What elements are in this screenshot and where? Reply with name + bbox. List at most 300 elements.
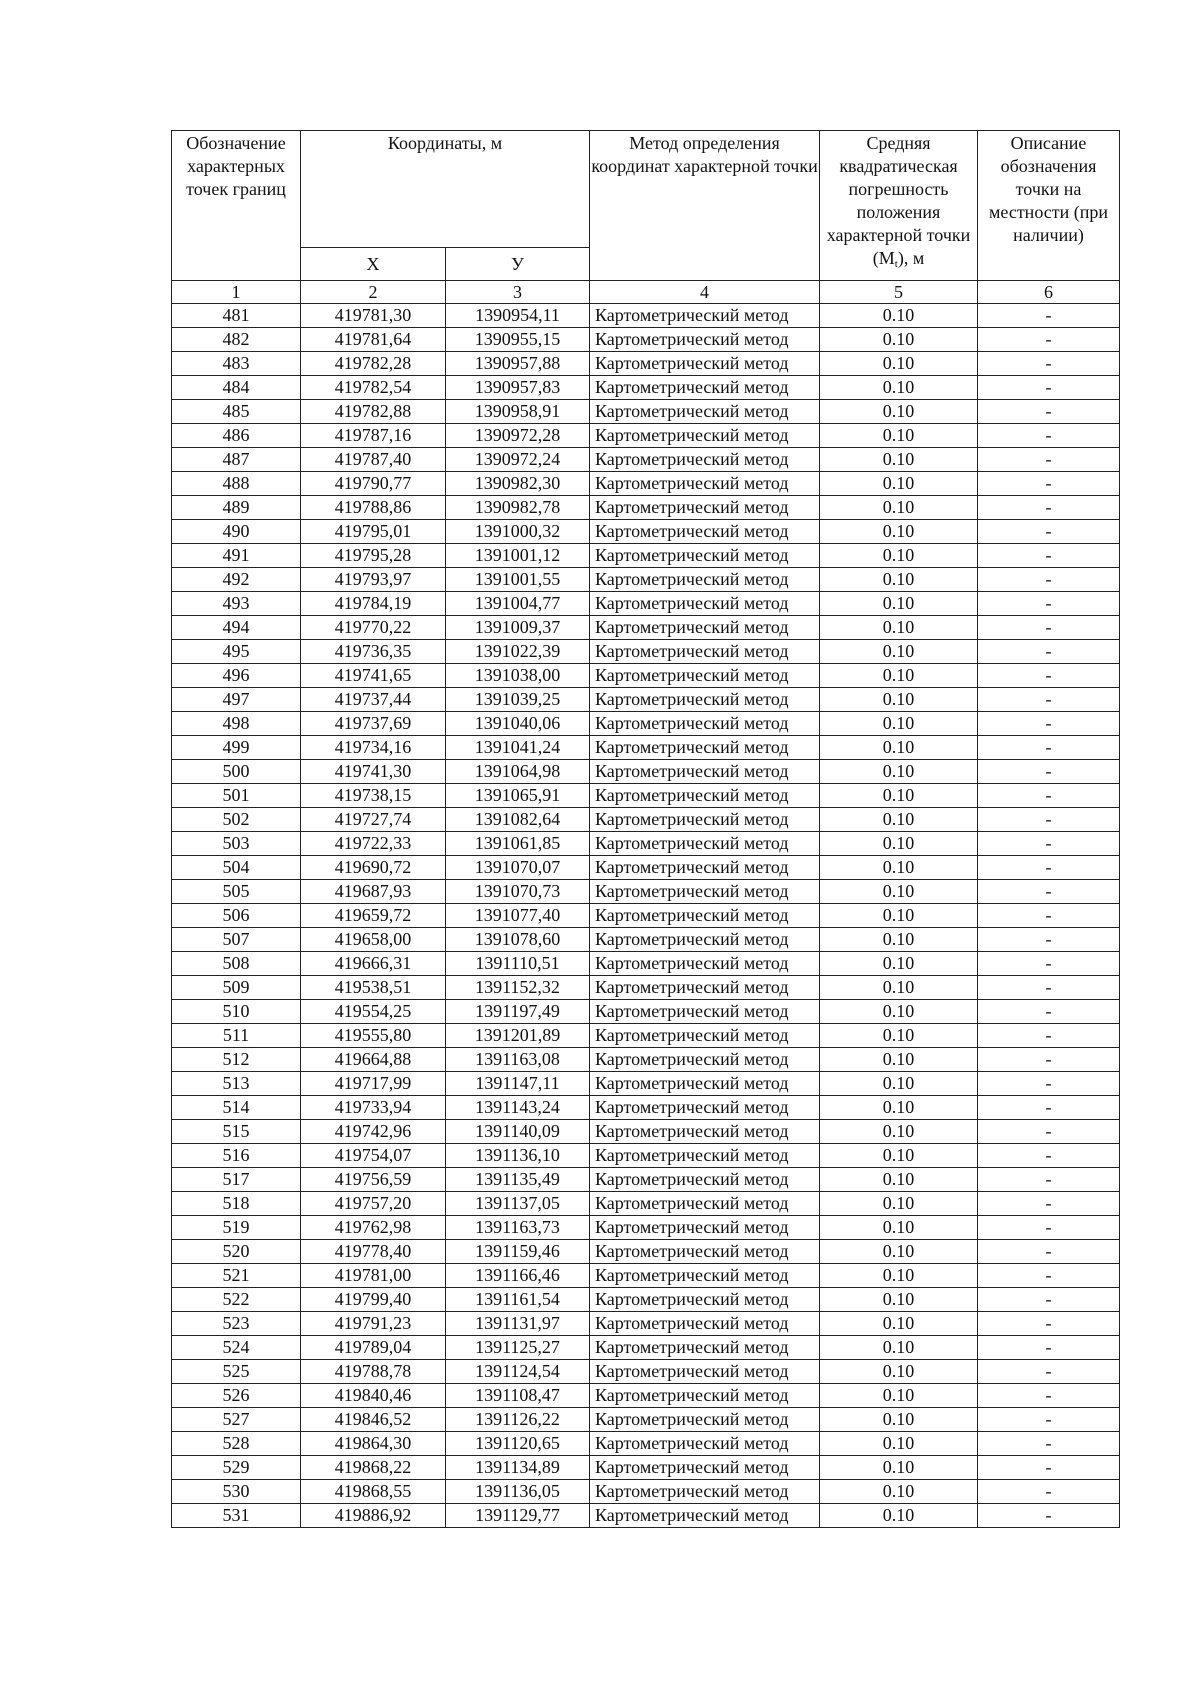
point-id-cell: 523 (172, 1312, 301, 1336)
table-row (172, 328, 1120, 352)
point-id-cell: 502 (172, 808, 301, 832)
error-cell: 0.10 (820, 1216, 978, 1240)
description-cell: - (978, 1408, 1120, 1432)
table-row (172, 352, 1120, 376)
method-cell: Картометрический метод (590, 1072, 820, 1096)
x-coordinate-cell: 419795,01 (301, 520, 446, 544)
point-id-cell: 527 (172, 1408, 301, 1432)
error-cell: 0.10 (820, 880, 978, 904)
table-row (172, 880, 1120, 904)
point-id-cell: 506 (172, 904, 301, 928)
y-coordinate-cell: 1391070,07 (446, 856, 590, 880)
description-cell: - (978, 640, 1120, 664)
method-cell: Картометрический метод (590, 760, 820, 784)
description-cell: - (978, 544, 1120, 568)
x-coordinate-cell: 419690,72 (301, 856, 446, 880)
x-coordinate-cell: 419778,40 (301, 1240, 446, 1264)
table-row (172, 712, 1120, 736)
y-coordinate-cell: 1391143,24 (446, 1096, 590, 1120)
description-cell: - (978, 808, 1120, 832)
y-coordinate-cell: 1391159,46 (446, 1240, 590, 1264)
method-cell: Картометрический метод (590, 952, 820, 976)
description-cell: - (978, 1264, 1120, 1288)
error-cell: 0.10 (820, 952, 978, 976)
error-cell: 0.10 (820, 808, 978, 832)
description-cell: - (978, 1456, 1120, 1480)
point-id-cell: 488 (172, 472, 301, 496)
point-id-cell: 514 (172, 1096, 301, 1120)
error-cell: 0.10 (820, 544, 978, 568)
method-cell: Картометрический метод (590, 1168, 820, 1192)
error-cell: 0.10 (820, 568, 978, 592)
table-row (172, 736, 1120, 760)
error-cell: 0.10 (820, 592, 978, 616)
x-coordinate-cell: 419840,46 (301, 1384, 446, 1408)
error-cell: 0.10 (820, 1192, 978, 1216)
method-cell: Картометрический метод (590, 520, 820, 544)
y-coordinate-cell: 1391065,91 (446, 784, 590, 808)
x-coordinate-cell: 419781,00 (301, 1264, 446, 1288)
error-cell: 0.10 (820, 1504, 978, 1528)
y-coordinate-cell: 1391126,22 (446, 1408, 590, 1432)
column-number: 3 (446, 281, 590, 304)
method-cell: Картометрический метод (590, 784, 820, 808)
error-cell: 0.10 (820, 1408, 978, 1432)
error-cell: 0.10 (820, 1000, 978, 1024)
error-cell: 0.10 (820, 1360, 978, 1384)
x-coordinate-cell: 419762,98 (301, 1216, 446, 1240)
x-coordinate-cell: 419784,19 (301, 592, 446, 616)
error-cell: 0.10 (820, 1480, 978, 1504)
table-row (172, 952, 1120, 976)
table-row (172, 1000, 1120, 1024)
description-cell: - (978, 616, 1120, 640)
x-coordinate-cell: 419795,28 (301, 544, 446, 568)
description-cell: - (978, 712, 1120, 736)
description-cell: - (978, 736, 1120, 760)
y-coordinate-cell: 1391124,54 (446, 1360, 590, 1384)
y-coordinate-cell: 1391082,64 (446, 808, 590, 832)
y-coordinate-cell: 1391129,77 (446, 1504, 590, 1528)
y-coordinate-cell: 1390982,30 (446, 472, 590, 496)
y-coordinate-cell: 1391136,05 (446, 1480, 590, 1504)
y-coordinate-cell: 1391201,89 (446, 1024, 590, 1048)
description-cell: - (978, 448, 1120, 472)
y-coordinate-cell: 1390982,78 (446, 496, 590, 520)
table-row (172, 1168, 1120, 1192)
error-cell: 0.10 (820, 496, 978, 520)
y-coordinate-cell: 1390972,28 (446, 424, 590, 448)
description-cell: - (978, 1048, 1120, 1072)
table-row (172, 856, 1120, 880)
point-id-cell: 481 (172, 304, 301, 328)
error-cell: 0.10 (820, 664, 978, 688)
error-cell: 0.10 (820, 976, 978, 1000)
y-coordinate-cell: 1391108,47 (446, 1384, 590, 1408)
y-coordinate-cell: 1391131,97 (446, 1312, 590, 1336)
error-cell: 0.10 (820, 640, 978, 664)
error-cell: 0.10 (820, 424, 978, 448)
description-cell: - (978, 856, 1120, 880)
description-cell: - (978, 1072, 1120, 1096)
x-coordinate-cell: 419789,04 (301, 1336, 446, 1360)
point-id-cell: 515 (172, 1120, 301, 1144)
table-row (172, 1360, 1120, 1384)
error-cell: 0.10 (820, 472, 978, 496)
description-cell: - (978, 1480, 1120, 1504)
point-id-cell: 497 (172, 688, 301, 712)
point-id-cell: 500 (172, 760, 301, 784)
table-row (172, 376, 1120, 400)
table-row (172, 1408, 1120, 1432)
table-row (172, 520, 1120, 544)
y-coordinate-cell: 1390957,88 (446, 352, 590, 376)
point-id-cell: 489 (172, 496, 301, 520)
method-cell: Картометрический метод (590, 1456, 820, 1480)
table-row (172, 1048, 1120, 1072)
point-id-cell: 494 (172, 616, 301, 640)
table-row (172, 1432, 1120, 1456)
header-y: У (446, 248, 590, 281)
method-cell: Картометрический метод (590, 664, 820, 688)
method-cell: Картометрический метод (590, 712, 820, 736)
x-coordinate-cell: 419757,20 (301, 1192, 446, 1216)
header-mean-square-error (820, 131, 978, 281)
table-row (172, 1504, 1120, 1528)
method-cell: Картометрический метод (590, 640, 820, 664)
description-cell: - (978, 376, 1120, 400)
y-coordinate-cell: 1391038,00 (446, 664, 590, 688)
error-cell: 0.10 (820, 1072, 978, 1096)
error-cell: 0.10 (820, 520, 978, 544)
x-coordinate-cell: 419790,77 (301, 472, 446, 496)
method-cell: Картометрический метод (590, 616, 820, 640)
x-coordinate-cell: 419788,86 (301, 496, 446, 520)
x-coordinate-cell: 419742,96 (301, 1120, 446, 1144)
y-coordinate-cell: 1390954,11 (446, 304, 590, 328)
x-coordinate-cell: 419538,51 (301, 976, 446, 1000)
point-id-cell: 522 (172, 1288, 301, 1312)
y-coordinate-cell: 1390958,91 (446, 400, 590, 424)
table-row (172, 1240, 1120, 1264)
x-coordinate-cell: 419864,30 (301, 1432, 446, 1456)
error-cell: 0.10 (820, 304, 978, 328)
point-id-cell: 517 (172, 1168, 301, 1192)
error-cell: 0.10 (820, 328, 978, 352)
y-coordinate-cell: 1391077,40 (446, 904, 590, 928)
point-id-cell: 493 (172, 592, 301, 616)
method-cell: Картометрический метод (590, 1480, 820, 1504)
y-coordinate-cell: 1391140,09 (446, 1120, 590, 1144)
x-coordinate-cell: 419664,88 (301, 1048, 446, 1072)
point-id-cell: 513 (172, 1072, 301, 1096)
y-coordinate-cell: 1391004,77 (446, 592, 590, 616)
x-coordinate-cell: 419659,72 (301, 904, 446, 928)
method-cell: Картометрический метод (590, 1288, 820, 1312)
description-cell: - (978, 880, 1120, 904)
y-coordinate-cell: 1391197,49 (446, 1000, 590, 1024)
method-cell: Картометрический метод (590, 496, 820, 520)
error-cell: 0.10 (820, 448, 978, 472)
error-cell: 0.10 (820, 1384, 978, 1408)
y-coordinate-cell: 1391161,54 (446, 1288, 590, 1312)
y-coordinate-cell: 1391163,73 (446, 1216, 590, 1240)
y-coordinate-cell: 1391022,39 (446, 640, 590, 664)
description-cell: - (978, 976, 1120, 1000)
x-coordinate-cell: 419868,55 (301, 1480, 446, 1504)
point-id-cell: 505 (172, 880, 301, 904)
description-cell: - (978, 1168, 1120, 1192)
column-number: 6 (978, 281, 1120, 304)
table-body (172, 304, 1120, 1528)
header-description: Описание обозначения точки на местности (при наличии) (978, 131, 1120, 281)
description-cell: - (978, 1312, 1120, 1336)
description-cell: - (978, 1504, 1120, 1528)
table-row (172, 640, 1120, 664)
point-id-cell: 528 (172, 1432, 301, 1456)
description-cell: - (978, 1216, 1120, 1240)
header-coordinates: Координаты, м (301, 131, 590, 248)
method-cell: Картометрический метод (590, 472, 820, 496)
method-cell: Картометрический метод (590, 568, 820, 592)
x-coordinate-cell: 419782,28 (301, 352, 446, 376)
y-coordinate-cell: 1391064,98 (446, 760, 590, 784)
table-row (172, 1144, 1120, 1168)
x-coordinate-cell: 419733,94 (301, 1096, 446, 1120)
method-cell: Картометрический метод (590, 1096, 820, 1120)
x-coordinate-cell: 419787,16 (301, 424, 446, 448)
error-cell: 0.10 (820, 784, 978, 808)
method-cell: Картометрический метод (590, 976, 820, 1000)
description-cell: - (978, 352, 1120, 376)
y-coordinate-cell: 1391001,12 (446, 544, 590, 568)
point-id-cell: 524 (172, 1336, 301, 1360)
method-cell: Картометрический метод (590, 424, 820, 448)
y-coordinate-cell: 1390972,24 (446, 448, 590, 472)
point-id-cell: 482 (172, 328, 301, 352)
method-cell: Картометрический метод (590, 736, 820, 760)
method-cell: Картометрический метод (590, 904, 820, 928)
method-cell: Картометрический метод (590, 1336, 820, 1360)
table-row (172, 448, 1120, 472)
point-id-cell: 496 (172, 664, 301, 688)
point-id-cell: 512 (172, 1048, 301, 1072)
description-cell: - (978, 1000, 1120, 1024)
y-coordinate-cell: 1391009,37 (446, 616, 590, 640)
description-cell: - (978, 1240, 1120, 1264)
method-cell: Картометрический метод (590, 1432, 820, 1456)
description-cell: - (978, 1336, 1120, 1360)
method-cell: Картометрический метод (590, 1504, 820, 1528)
x-coordinate-cell: 419738,15 (301, 784, 446, 808)
x-coordinate-cell: 419687,93 (301, 880, 446, 904)
point-id-cell: 485 (172, 400, 301, 424)
y-coordinate-cell: 1391135,49 (446, 1168, 590, 1192)
description-cell: - (978, 904, 1120, 928)
description-cell: - (978, 1288, 1120, 1312)
y-coordinate-cell: 1391070,73 (446, 880, 590, 904)
y-coordinate-cell: 1391137,05 (446, 1192, 590, 1216)
point-id-cell: 519 (172, 1216, 301, 1240)
method-cell: Картометрический метод (590, 880, 820, 904)
description-cell: - (978, 952, 1120, 976)
method-cell: Картометрический метод (590, 688, 820, 712)
description-cell: - (978, 832, 1120, 856)
y-coordinate-cell: 1391136,10 (446, 1144, 590, 1168)
table-row (172, 688, 1120, 712)
table-row (172, 496, 1120, 520)
y-coordinate-cell: 1391125,27 (446, 1336, 590, 1360)
description-cell: - (978, 520, 1120, 544)
x-coordinate-cell: 419555,80 (301, 1024, 446, 1048)
table-row (172, 424, 1120, 448)
error-cell: 0.10 (820, 1432, 978, 1456)
method-cell: Картометрический метод (590, 448, 820, 472)
point-id-cell: 508 (172, 952, 301, 976)
method-cell: Картометрический метод (590, 376, 820, 400)
method-cell: Картометрический метод (590, 400, 820, 424)
description-cell: - (978, 496, 1120, 520)
method-cell: Картометрический метод (590, 1216, 820, 1240)
method-cell: Картометрический метод (590, 1408, 820, 1432)
table-row (172, 472, 1120, 496)
description-cell: - (978, 1144, 1120, 1168)
error-cell: 0.10 (820, 832, 978, 856)
error-cell: 0.10 (820, 400, 978, 424)
column-number-row (172, 281, 1120, 304)
error-cell: 0.10 (820, 376, 978, 400)
x-coordinate-cell: 419754,07 (301, 1144, 446, 1168)
x-coordinate-cell: 419756,59 (301, 1168, 446, 1192)
method-cell: Картометрический метод (590, 1144, 820, 1168)
error-cell: 0.10 (820, 928, 978, 952)
header-error-subscript: t (894, 258, 898, 270)
error-cell: 0.10 (820, 1288, 978, 1312)
header-error-text: Средняя квадратическая погрешность положения характерной точки (M (826, 133, 971, 268)
x-coordinate-cell: 419781,64 (301, 328, 446, 352)
table-row (172, 808, 1120, 832)
method-cell: Картометрический метод (590, 1384, 820, 1408)
point-id-cell: 492 (172, 568, 301, 592)
method-cell: Картометрический метод (590, 808, 820, 832)
y-coordinate-cell: 1391134,89 (446, 1456, 590, 1480)
point-id-cell: 499 (172, 736, 301, 760)
method-cell: Картометрический метод (590, 1264, 820, 1288)
error-cell: 0.10 (820, 1456, 978, 1480)
point-id-cell: 525 (172, 1360, 301, 1384)
y-coordinate-cell: 1391039,25 (446, 688, 590, 712)
point-id-cell: 518 (172, 1192, 301, 1216)
table-row (172, 1336, 1120, 1360)
table-row (172, 616, 1120, 640)
point-id-cell: 501 (172, 784, 301, 808)
method-cell: Картометрический метод (590, 352, 820, 376)
point-id-cell: 483 (172, 352, 301, 376)
error-cell: 0.10 (820, 712, 978, 736)
table-row (172, 1072, 1120, 1096)
description-cell: - (978, 1192, 1120, 1216)
method-cell: Картометрический метод (590, 1360, 820, 1384)
table-row (172, 1312, 1120, 1336)
error-cell: 0.10 (820, 1336, 978, 1360)
error-cell: 0.10 (820, 1120, 978, 1144)
point-id-cell: 510 (172, 1000, 301, 1024)
x-coordinate-cell: 419770,22 (301, 616, 446, 640)
error-cell: 0.10 (820, 616, 978, 640)
x-coordinate-cell: 419722,33 (301, 832, 446, 856)
point-id-cell: 484 (172, 376, 301, 400)
method-cell: Картометрический метод (590, 928, 820, 952)
x-coordinate-cell: 419787,40 (301, 448, 446, 472)
y-coordinate-cell: 1391163,08 (446, 1048, 590, 1072)
table-row (172, 304, 1120, 328)
point-id-cell: 486 (172, 424, 301, 448)
x-coordinate-cell: 419793,97 (301, 568, 446, 592)
x-coordinate-cell: 419782,88 (301, 400, 446, 424)
point-id-cell: 490 (172, 520, 301, 544)
point-id-cell: 516 (172, 1144, 301, 1168)
error-cell: 0.10 (820, 1168, 978, 1192)
x-coordinate-cell: 419737,69 (301, 712, 446, 736)
table-row (172, 1192, 1120, 1216)
description-cell: - (978, 592, 1120, 616)
table-row (172, 544, 1120, 568)
point-id-cell: 529 (172, 1456, 301, 1480)
y-coordinate-cell: 1391041,24 (446, 736, 590, 760)
header-x: X (301, 248, 446, 281)
header-error-unit: ), м (897, 248, 925, 268)
y-coordinate-cell: 1391078,60 (446, 928, 590, 952)
method-cell: Картометрический метод (590, 1192, 820, 1216)
x-coordinate-cell: 419727,74 (301, 808, 446, 832)
point-id-cell: 507 (172, 928, 301, 952)
x-coordinate-cell: 419782,54 (301, 376, 446, 400)
x-coordinate-cell: 419886,92 (301, 1504, 446, 1528)
description-cell: - (978, 304, 1120, 328)
method-cell: Картометрический метод (590, 1240, 820, 1264)
table-row (172, 1096, 1120, 1120)
x-coordinate-cell: 419868,22 (301, 1456, 446, 1480)
point-id-cell: 509 (172, 976, 301, 1000)
x-coordinate-cell: 419788,78 (301, 1360, 446, 1384)
table-row (172, 832, 1120, 856)
table-row (172, 784, 1120, 808)
point-id-cell: 511 (172, 1024, 301, 1048)
error-cell: 0.10 (820, 736, 978, 760)
table-row (172, 1264, 1120, 1288)
method-cell: Картометрический метод (590, 1312, 820, 1336)
column-number: 4 (590, 281, 820, 304)
method-cell: Картометрический метод (590, 592, 820, 616)
y-coordinate-cell: 1391000,32 (446, 520, 590, 544)
method-cell: Картометрический метод (590, 1024, 820, 1048)
error-cell: 0.10 (820, 1264, 978, 1288)
table-row (172, 1480, 1120, 1504)
method-cell: Картометрический метод (590, 856, 820, 880)
description-cell: - (978, 1360, 1120, 1384)
error-cell: 0.10 (820, 1096, 978, 1120)
description-cell: - (978, 784, 1120, 808)
table-row (172, 592, 1120, 616)
table-row (172, 976, 1120, 1000)
x-coordinate-cell: 419666,31 (301, 952, 446, 976)
y-coordinate-cell: 1391120,65 (446, 1432, 590, 1456)
description-cell: - (978, 664, 1120, 688)
error-cell: 0.10 (820, 352, 978, 376)
column-number: 1 (172, 281, 301, 304)
table-header (172, 131, 1120, 304)
error-cell: 0.10 (820, 1240, 978, 1264)
